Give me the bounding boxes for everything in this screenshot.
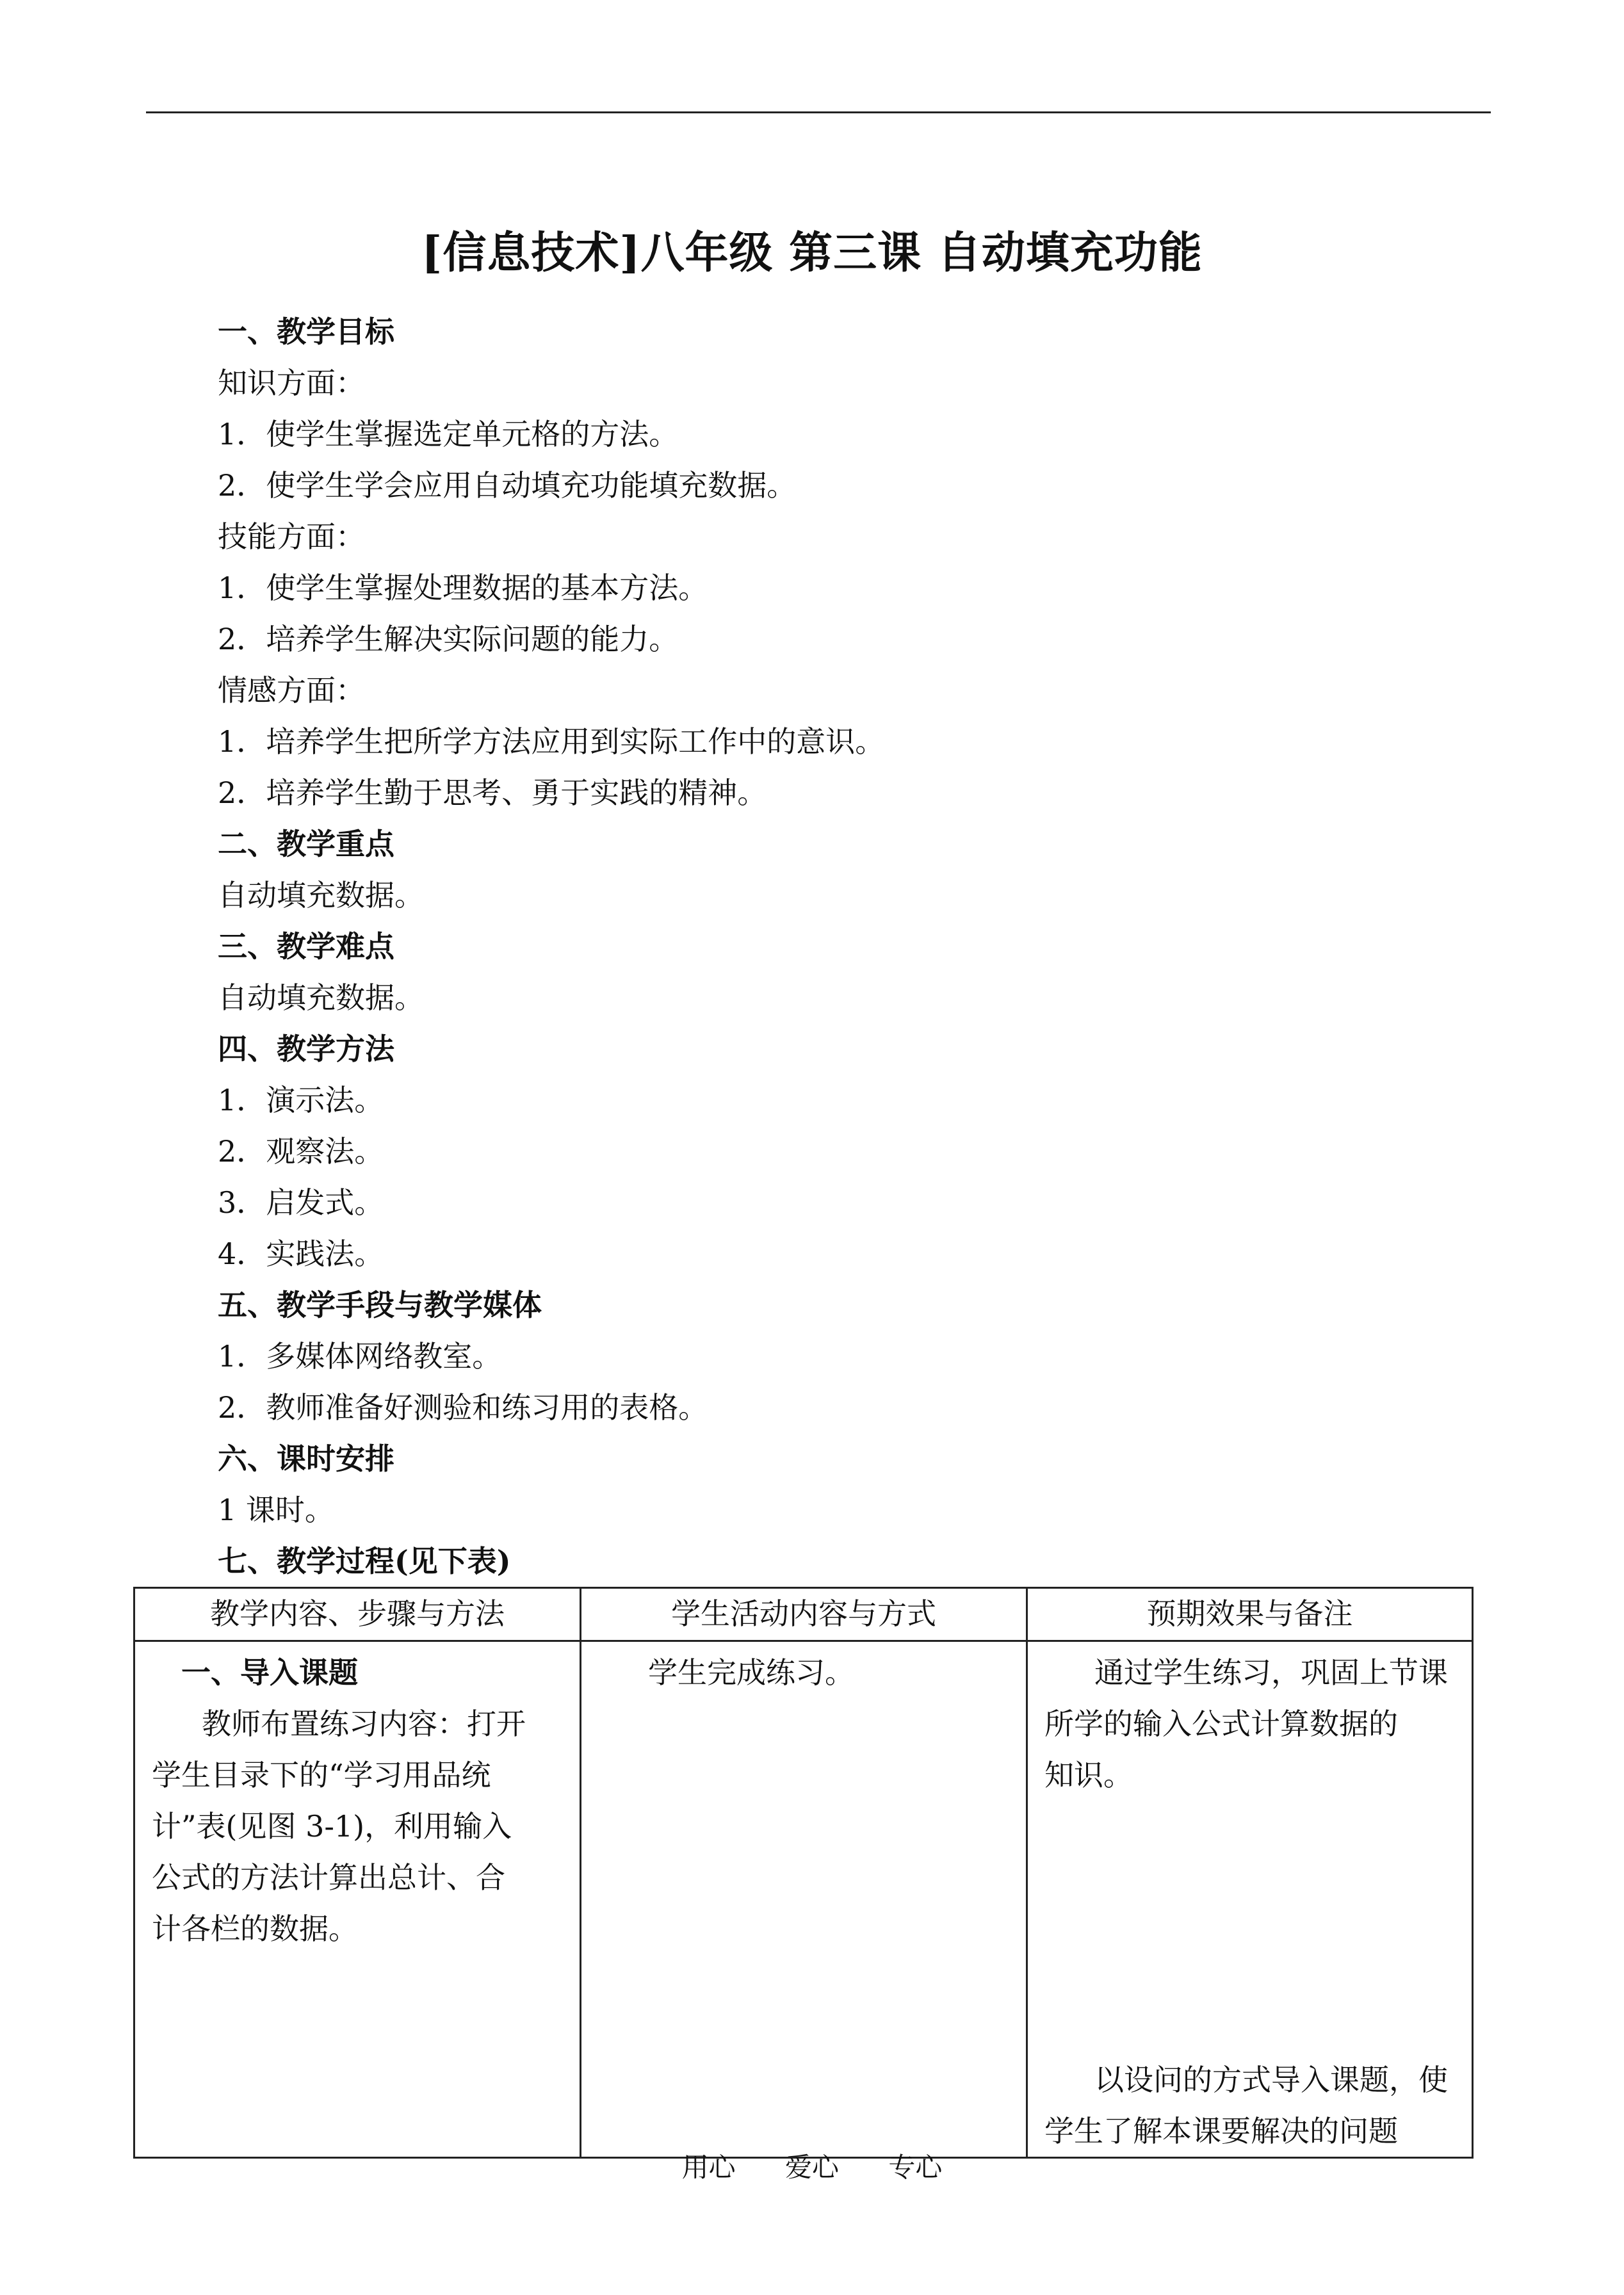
cell-line: 以设问的方式导入课题，使 — [1094, 2063, 1448, 2097]
body-line: 技能方面： — [218, 519, 365, 554]
section-heading: 四、教学方法 — [218, 1032, 394, 1066]
body-line: 1．培养学生把所学方法应用到实际工作中的意识。 — [218, 724, 885, 759]
cell-line: 计”表(见图 3-1)，利用输入 — [152, 1809, 512, 1844]
body-line: 2．培养学生解决实际问题的能力。 — [218, 622, 679, 656]
cell-spacer — [1044, 1801, 1455, 2054]
body-line: 3．启发式。 — [218, 1185, 384, 1220]
section-heading: 七、教学过程(见下表) — [218, 1544, 511, 1578]
cell-heading: 一、导入课题 — [181, 1655, 358, 1690]
teaching-content-cell — [134, 1641, 581, 2158]
table-header-cell: 学生活动内容与方式 — [581, 1588, 1027, 1641]
footer-text: 专心 — [888, 2152, 943, 2183]
teaching-process-table — [133, 1587, 1474, 2159]
section-heading: 三、教学难点 — [218, 929, 394, 964]
body-line: 知识方面： — [218, 366, 365, 400]
body-line: 1．使学生掌握选定单元格的方法。 — [218, 417, 679, 451]
table-header-cell: 教学内容、步骤与方法 — [134, 1588, 581, 1641]
body-line: 1 课时。 — [218, 1493, 334, 1527]
body-line: 自动填充数据。 — [218, 980, 424, 1015]
student-activity-cell — [581, 1641, 1027, 2158]
section-heading: 一、教学目标 — [218, 314, 394, 349]
body-line: 自动填充数据。 — [218, 878, 424, 912]
body-line: 2．培养学生勤于思考、勇于实践的精神。 — [218, 775, 767, 810]
cell-line: 学生完成练习。 — [648, 1655, 854, 1690]
body-line: 2．使学生学会应用自动填充功能填充数据。 — [218, 468, 797, 503]
footer-text: 用心 — [681, 2152, 736, 2183]
cell-line: 通过学生练习，巩固上节课 — [1094, 1655, 1448, 1690]
body-line: 2．教师准备好测验和练习用的表格。 — [218, 1390, 708, 1425]
cell-line: 学生了解本课要解决的问题 — [1044, 2114, 1398, 2148]
table-row — [134, 1641, 1473, 2158]
section-heading: 二、教学重点 — [218, 827, 394, 861]
section-heading: 六、课时安排 — [218, 1441, 394, 1476]
body-line: 2．观察法。 — [218, 1134, 384, 1169]
body-line: 1．演示法。 — [218, 1083, 384, 1117]
cell-line: 教师布置练习内容：打开 — [202, 1707, 526, 1741]
footer-text: 爱心 — [784, 2152, 839, 2183]
cell-line: 公式的方法计算出总计、合 — [152, 1860, 505, 1895]
cell-line: 所学的输入公式计算数据的 — [1044, 1707, 1398, 1741]
cell-line: 计各栏的数据。 — [152, 1911, 358, 1946]
body-line: 情感方面： — [218, 673, 365, 708]
document-title: [信息技术]八年级 第三课 自动填充功能 — [421, 227, 1203, 279]
lesson-plan-body — [218, 306, 1466, 1587]
table-header-row — [134, 1588, 1473, 1641]
table-header-cell: 预期效果与备注 — [1027, 1588, 1473, 1641]
cell-line: 学生目录下的“学习用品统 — [152, 1758, 491, 1792]
section-heading: 五、教学手段与教学媒体 — [218, 1288, 542, 1322]
body-line: 1．使学生掌握处理数据的基本方法。 — [218, 571, 708, 605]
cell-line: 知识。 — [1044, 1758, 1133, 1792]
header-rule — [146, 111, 1491, 113]
page-footer — [0, 2148, 1624, 2187]
body-line: 1．多媒体网络教室。 — [218, 1339, 502, 1374]
expected-effect-cell — [1027, 1641, 1473, 2158]
body-line: 4．实践法。 — [218, 1237, 384, 1271]
